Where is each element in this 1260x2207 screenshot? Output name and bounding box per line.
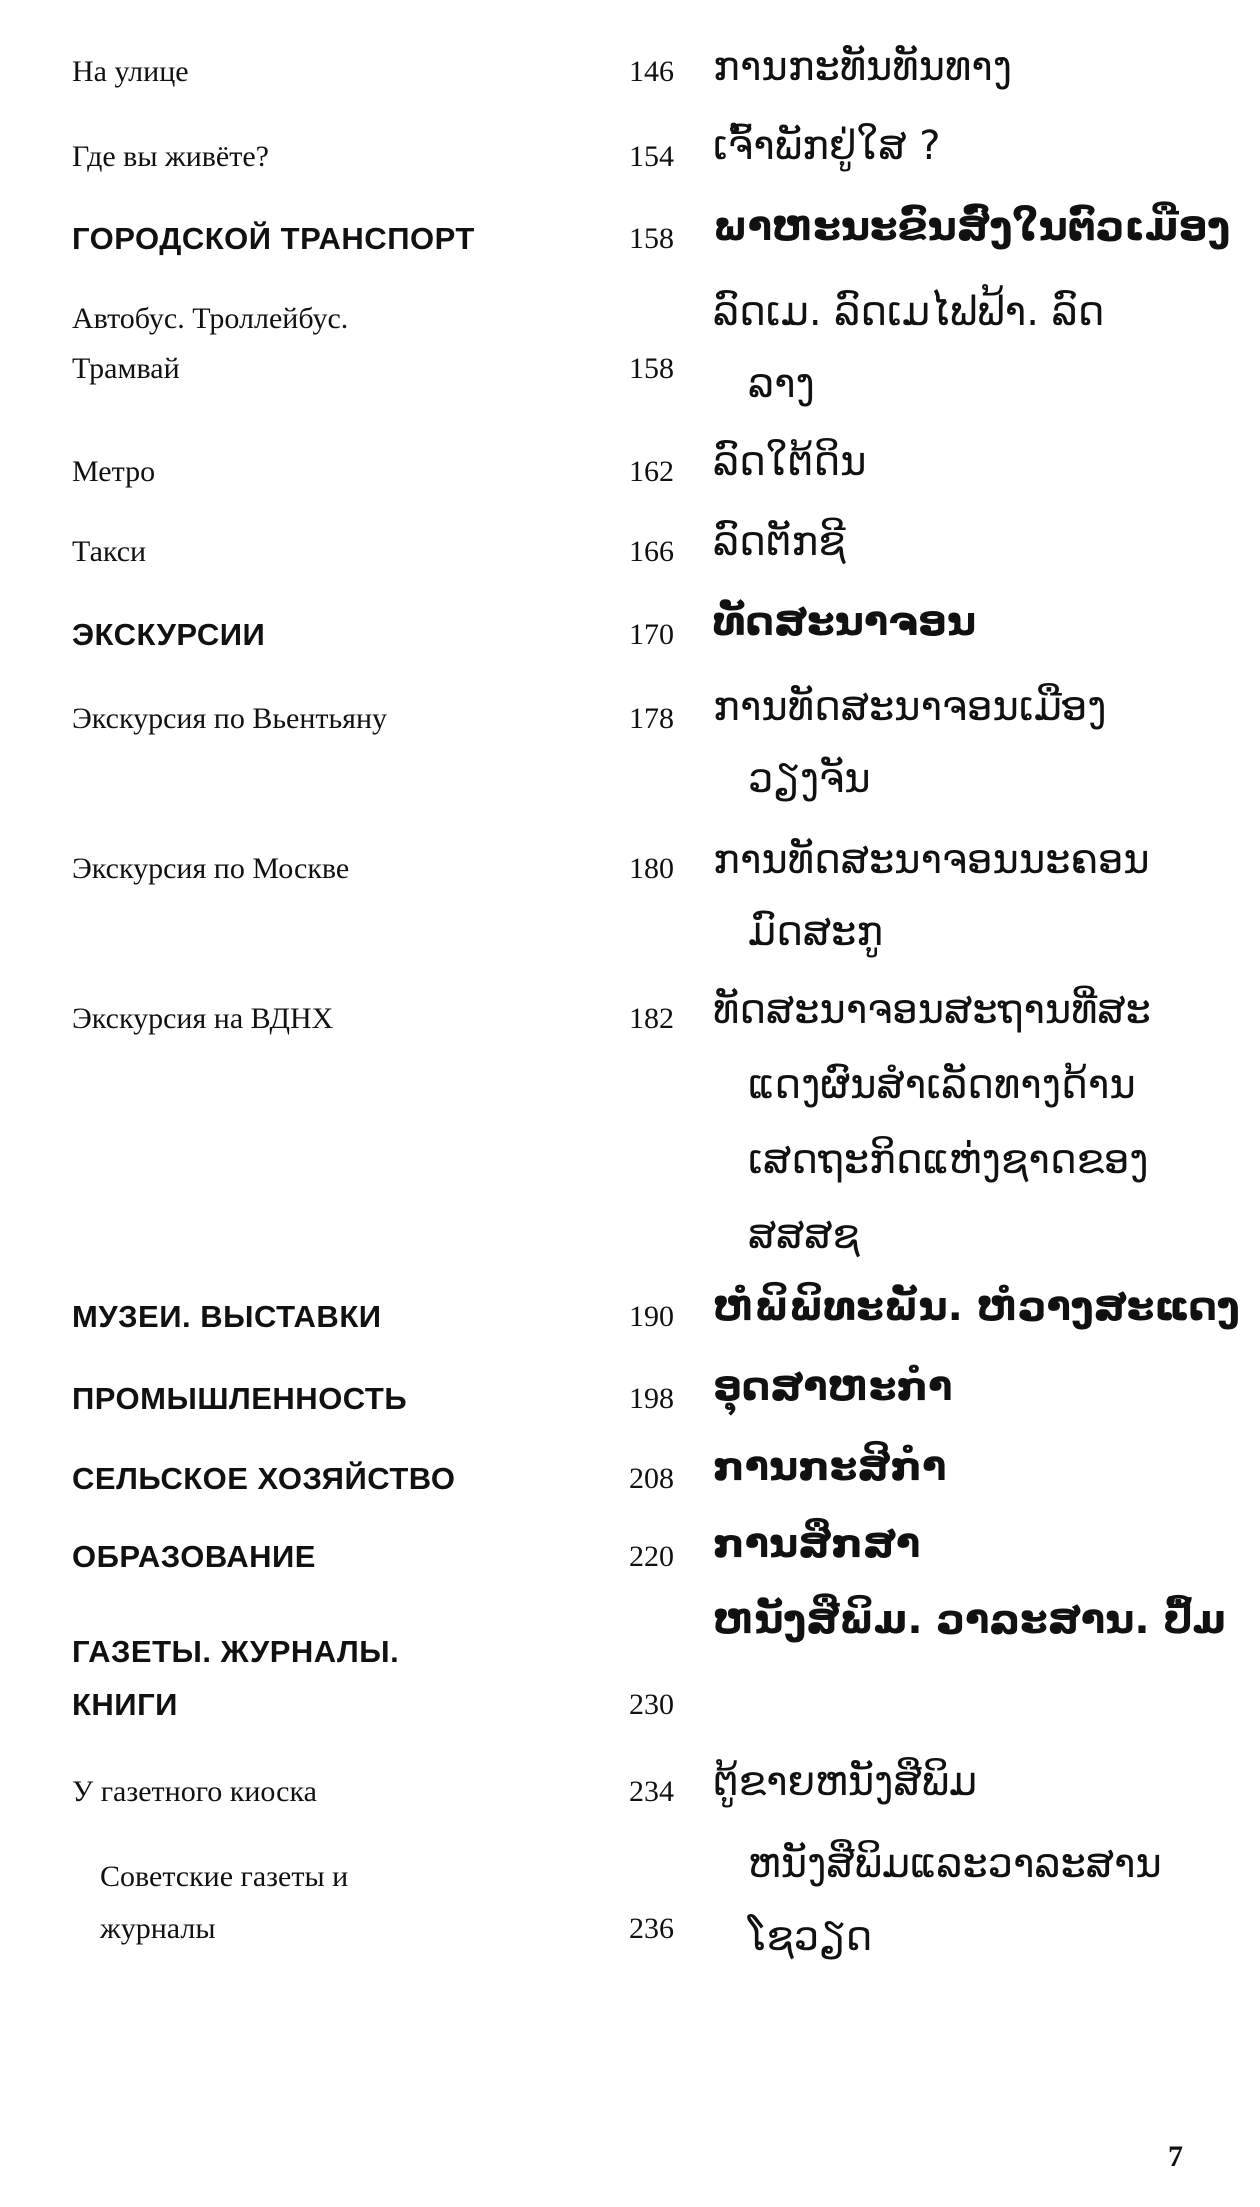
lao-entry: ເຈົ້າພັກຢູ່ໃສ ? xyxy=(713,123,941,169)
page-number: 170 xyxy=(629,618,674,651)
ru-section-heading-cont: КНИГИ xyxy=(72,1687,178,1722)
ru-entry: Советские газеты и xyxy=(100,1860,349,1893)
lao-entry: ລົດຕັກຊີ xyxy=(713,519,846,565)
page-number: 230 xyxy=(629,1688,674,1721)
page-number: 220 xyxy=(629,1540,674,1573)
page-number: 166 xyxy=(629,535,674,568)
lao-entry-cont: ແດງຜົນສຳເລັດທາງດ້ານ xyxy=(748,1062,1136,1108)
lao-section-heading: ຫໍພິພິທະພັນ. ຫໍວາງສະແດງ xyxy=(713,1284,1240,1330)
ru-section-heading: ОБРАЗОВАНИЕ xyxy=(72,1539,316,1574)
ru-entry: Автобус. Троллейбус. xyxy=(72,302,349,335)
lao-entry: ຕູ້ຂາຍຫນັງສືພິມ xyxy=(713,1759,978,1805)
page-number: 146 xyxy=(629,55,674,88)
ru-entry: Экскурсия по Вьентьяну xyxy=(72,702,388,735)
lao-section-heading: ການກະສິກຳ xyxy=(713,1444,947,1490)
page-number: 182 xyxy=(629,1002,674,1035)
page-number: 154 xyxy=(629,140,674,173)
ru-entry: На улице xyxy=(72,55,189,88)
lao-entry: ການທັດສະນາຈອນເມືອງ xyxy=(713,684,1107,730)
page-number: 158 xyxy=(629,352,674,385)
lao-entry: ທັດສະນາຈອນສະຖານທີ່ສະ xyxy=(713,987,1151,1033)
lao-entry: ຫນັງສືພິມແລະວາລະສານ xyxy=(748,1841,1162,1887)
lao-entry: ລົດໃຕ້ດິນ xyxy=(713,439,867,485)
lao-entry-cont: ມົດສະກູ xyxy=(748,909,884,955)
lao-entry-cont: ລາງ xyxy=(748,361,815,407)
lao-entry: ການທັດສະນາຈອນນະຄອນ xyxy=(713,837,1150,883)
page-number: 208 xyxy=(629,1462,674,1495)
page-number: 162 xyxy=(629,455,674,488)
ru-section-heading: ЭКСКУРСИИ xyxy=(72,617,266,652)
lao-entry-cont: ວຽງຈັນ xyxy=(748,756,871,802)
ru-entry-cont: Трамвай xyxy=(72,352,180,385)
ru-entry-cont: журналы xyxy=(100,1912,216,1945)
ru-entry: Экскурсия на ВДНХ xyxy=(72,1002,334,1035)
lao-section-heading: ທັດສະນາຈອນ xyxy=(713,599,977,645)
page-number: 180 xyxy=(629,852,674,885)
lao-entry-cont: ສສສຊ xyxy=(748,1212,860,1258)
page-number: 236 xyxy=(629,1912,674,1945)
lao-entry: ການກະທັນທັນທາງ xyxy=(713,44,1013,90)
lao-entry-cont: ເສດຖະກິດແຫ່ງຊາດຂອງ xyxy=(748,1137,1149,1183)
lao-section-heading: ພາຫະນະຂົນສົ່ງໃນຕົວເມືອງ xyxy=(713,204,1231,250)
ru-entry: Такси xyxy=(72,535,147,568)
page-number: 198 xyxy=(629,1382,674,1415)
ru-section-heading: МУЗЕИ. ВЫСТАВКИ xyxy=(72,1299,382,1334)
lao-entry: ລົດເມ. ລົດເມໄຟຟ້າ. ລົດ xyxy=(713,289,1105,335)
ru-entry: У газетного киоска xyxy=(72,1775,317,1808)
lao-section-heading: ຫນັງສືພິມ. ວາລະສານ. ປຶ້ມ xyxy=(713,1597,1227,1643)
ru-section-heading: ГОРОДСКОЙ ТРАНСПОРТ xyxy=(72,221,475,256)
page-number: 190 xyxy=(629,1300,674,1333)
ru-entry: Экскурсия по Москве xyxy=(72,852,350,885)
ru-entry: Где вы живёте? xyxy=(72,140,269,173)
lao-entry-cont: ໂຊວຽດ xyxy=(748,1914,873,1960)
ru-section-heading: СЕЛЬСКОЕ ХОЗЯЙСТВО xyxy=(72,1461,456,1496)
ru-section-heading: ГАЗЕТЫ. ЖУРНАЛЫ. xyxy=(72,1634,400,1669)
page-number: 234 xyxy=(629,1775,674,1808)
ru-section-heading: ПРОМЫШЛЕННОСТЬ xyxy=(72,1381,408,1416)
ru-entry: Метро xyxy=(72,455,156,488)
page-number: 178 xyxy=(629,702,674,735)
lao-section-heading: ອຸດສາຫະກຳ xyxy=(713,1364,953,1410)
folio-page-number: 7 xyxy=(1168,2140,1183,2173)
page-number: 158 xyxy=(629,222,674,255)
lao-section-heading: ການສຶກສາ xyxy=(713,1521,921,1567)
